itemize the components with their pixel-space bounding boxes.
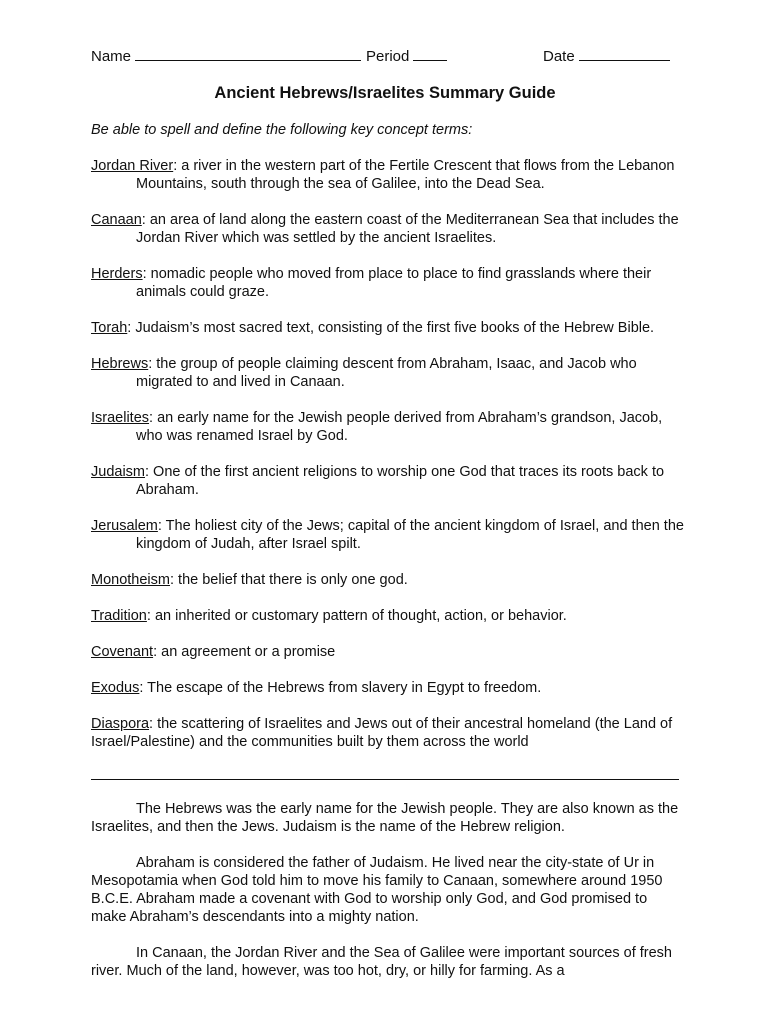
- term-word: Israelites: [91, 410, 150, 426]
- term-definition: : One of the first ancient religions to worship one God that traces its roots back to Abraham.: [136, 464, 665, 498]
- term-item: [91, 319, 686, 337]
- term-item: [91, 355, 686, 391]
- term-item: [91, 607, 686, 625]
- instructions-text: Be able to spell and define the following key concept terms:: [91, 122, 473, 138]
- summary-paragraph: In Canaan, the Jordan River and the Sea of Galilee were important sources of fresh river. Much of the land, however, was too hot, dry, or hilly for farming. As a: [91, 945, 672, 979]
- term-item: [91, 571, 686, 589]
- term-definition: : an early name for the Jewish people derived from Abraham’s grandson, Jacob, who was renamed Israel by God.: [136, 410, 663, 444]
- term-item: [91, 157, 686, 193]
- name-blank[interactable]: [135, 46, 361, 61]
- term-item: [91, 211, 686, 247]
- term-definition: : the scattering of Israelites and Jews out of their ancestral homeland (the Land of Israel/Palestine) and the communities built by them across the world: [91, 716, 673, 750]
- period-label: Period: [366, 48, 410, 65]
- term-word: Herders: [91, 266, 143, 282]
- term-word: Canaan: [91, 212, 142, 228]
- term-definition: : an area of land along the eastern coast of the Mediterranean Sea that includes the Jordan River which was settled by the ancient Israelites.: [136, 212, 679, 246]
- term-definition: : Judaism’s most sacred text, consisting of the first five books of the Hebrew Bible.: [127, 320, 655, 336]
- term-definition: : an inherited or customary pattern of thought, action, or behavior.: [146, 608, 567, 624]
- date-field[interactable]: [543, 46, 670, 65]
- term-word: Torah: [91, 320, 128, 336]
- term-definition: : nomadic people who moved from place to place to find grasslands where their animals could graze.: [136, 266, 652, 300]
- term-item: [91, 715, 686, 751]
- term-word: Jordan River: [91, 158, 174, 174]
- summary-text: [91, 800, 681, 998]
- term-definition: : The holiest city of the Jews; capital of the ancient kingdom of Israel, and then the kingdom of Judah, after Israel spilt.: [136, 518, 684, 552]
- term-word: Judaism: [91, 464, 145, 480]
- term-word: Diaspora: [91, 716, 150, 732]
- section-divider: [91, 779, 679, 780]
- term-word: Jerusalem: [91, 518, 158, 534]
- name-field[interactable]: [91, 46, 361, 65]
- term-item: [91, 265, 686, 301]
- name-label: Name: [91, 48, 132, 65]
- term-definition: : the belief that there is only one god.: [169, 572, 408, 588]
- term-word: Monotheism: [91, 572, 170, 588]
- term-word: Covenant: [91, 644, 154, 660]
- term-item: [91, 517, 686, 553]
- term-item: [91, 409, 686, 445]
- summary-paragraph: Abraham is considered the father of Judaism. He lived near the city-state of Ur in Mesopotamia when God told him to move his family to Canaan, somewhere around 1950 B.C.E. Abraham made a covenant with God to worship only God, and God promised to make Abraham’s descendants into a mighty nation.: [91, 855, 663, 925]
- term-definition: : an agreement or a promise: [153, 644, 336, 660]
- term-item: [91, 643, 686, 661]
- term-item: [91, 679, 686, 697]
- date-label: Date: [543, 48, 575, 65]
- term-word: Tradition: [91, 608, 147, 624]
- term-item: [91, 463, 686, 499]
- term-word: Exodus: [91, 680, 140, 696]
- term-definition: : the group of people claiming descent from Abraham, Isaac, and Jacob who migrated to and lived in Canaan.: [136, 356, 637, 390]
- period-field[interactable]: [366, 46, 447, 65]
- terms-list: [91, 157, 686, 769]
- term-word: Hebrews: [91, 356, 149, 372]
- student-info-row: [91, 46, 681, 66]
- period-blank[interactable]: [413, 46, 447, 61]
- date-blank[interactable]: [579, 46, 670, 61]
- page-title: Ancient Hebrews/Israelites Summary Guide: [214, 84, 556, 102]
- summary-paragraph: The Hebrews was the early name for the Jewish people. They are also known as the Israelites, and then the Jews. Judaism is the name of the Hebrew religion.: [91, 801, 679, 835]
- term-definition: : The escape of the Hebrews from slavery in Egypt to freedom.: [139, 680, 542, 696]
- term-definition: : a river in the western part of the Fertile Crescent that flows from the Lebanon Mountains, south through the sea of Galilee, into the Dead Sea.: [136, 158, 675, 192]
